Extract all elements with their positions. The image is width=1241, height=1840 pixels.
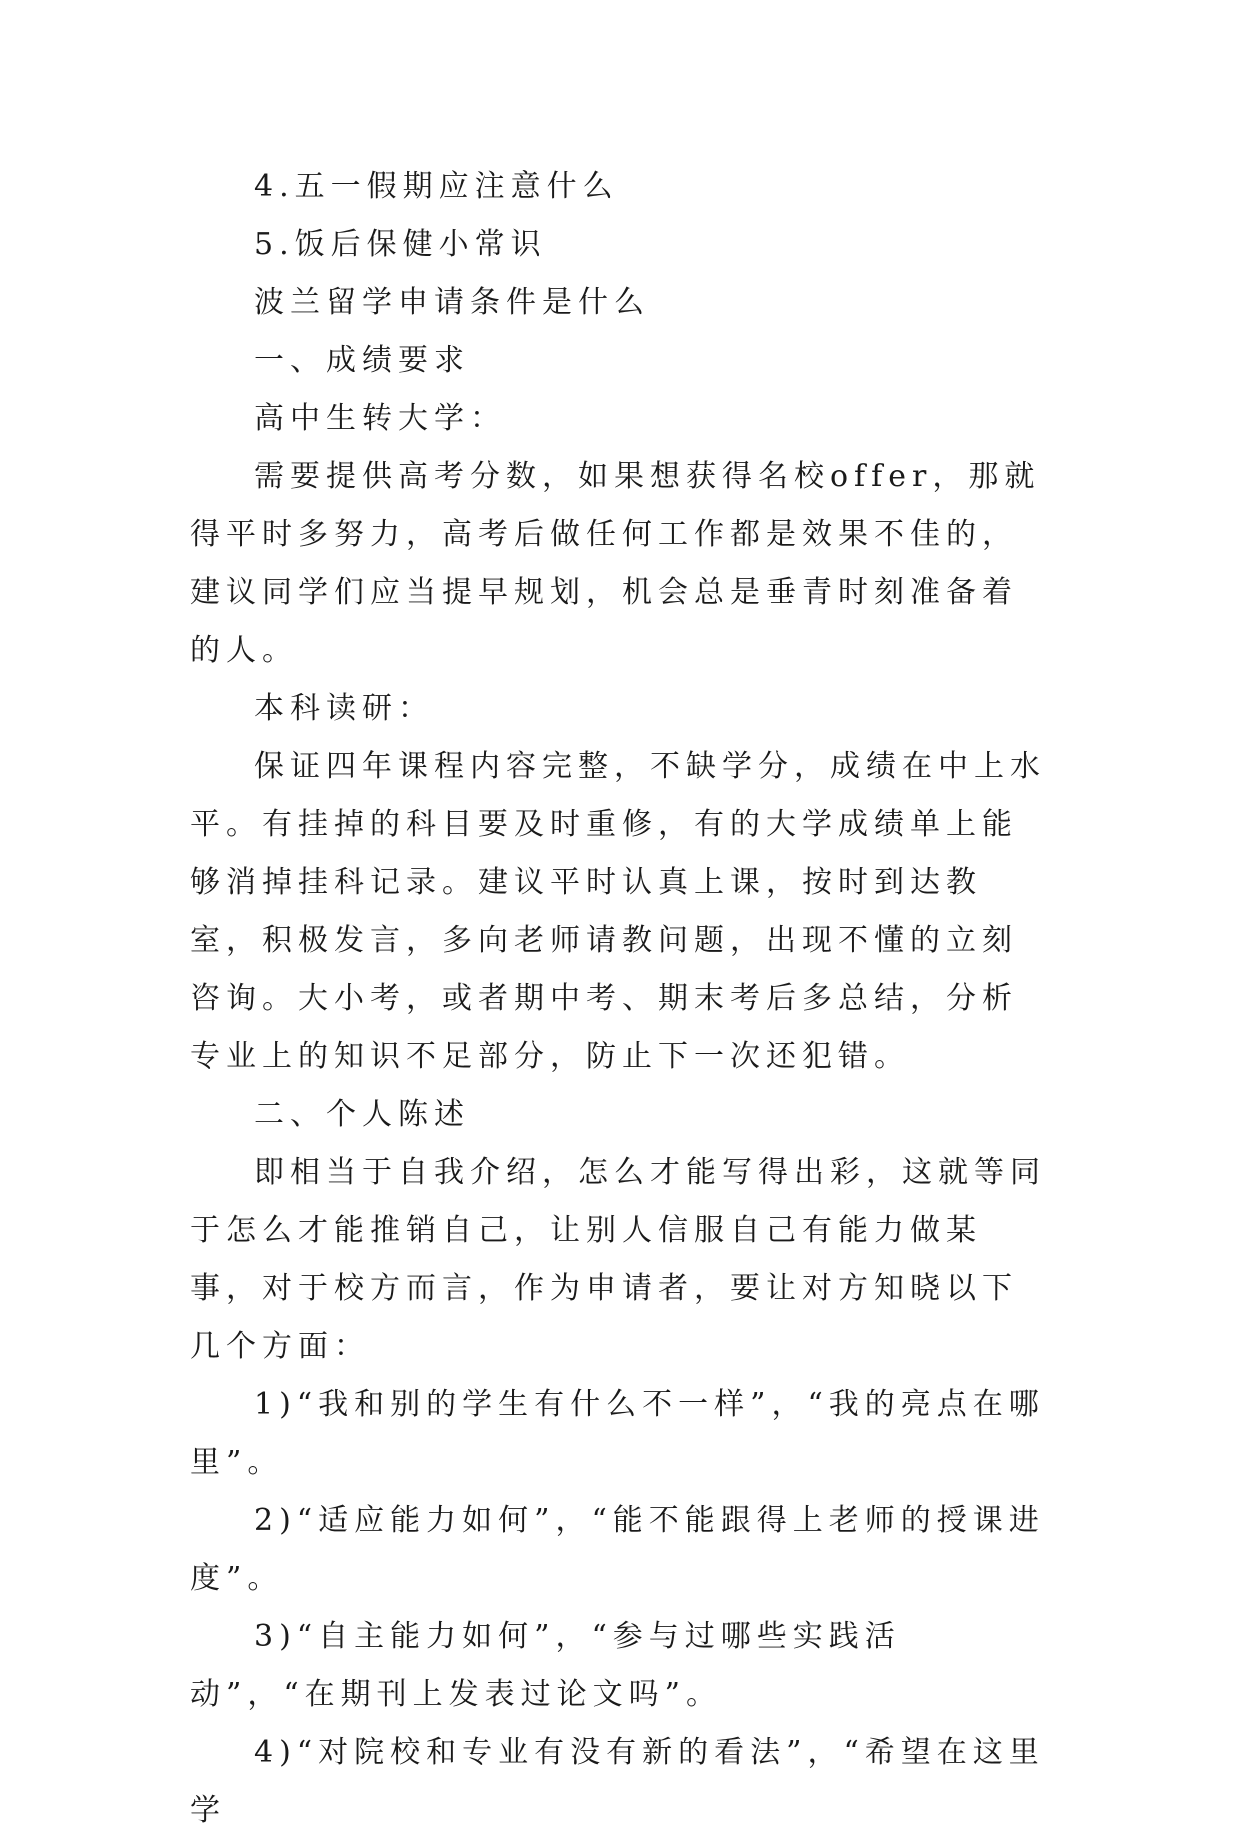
- paragraph-statement: 即相当于自我介绍，怎么才能写得出彩，这就等同于怎么才能推销自己，让别人信服自己有能力做某事，对于校方而言，作为申请者，要让对方知晓以下几个方面：: [190, 1155, 1046, 1364]
- subheading-high-school: 高中生转大学：: [254, 401, 506, 436]
- section-heading-grades: 一、成绩要求: [254, 343, 470, 378]
- statement-point-4: 4)“对院校和专业有没有新的看法”，“希望在这里学: [190, 1735, 1045, 1828]
- statement-point-3: 3)“自主能力如何”，“参与过哪些实践活动”，“在期刊上发表过论文吗”。: [190, 1619, 901, 1712]
- paragraph-undergrad: 保证四年课程内容完整，不缺学分，成绩在中上水平。有挂掉的科目要及时重修，有的大学成绩单上能够消掉挂科记录。建议平时认真上课，按时到达教室，积极发言，多向老师请教问题，出现不懂的立刻咨询。大小考，或者期中考、期末考后多总结，分析专业上的知识不足部分，防止下一次还犯错。: [190, 749, 1046, 1074]
- list-item-4: 4.五一假期应注意什么: [254, 169, 619, 204]
- paragraph-high-school: 需要提供高考分数，如果想获得名校offer，那就得平时多努力，高考后做任何工作都是效果不佳的，建议同学们应当提早规划，机会总是垂青时刻准备着的人。: [190, 459, 1041, 668]
- subheading-undergrad: 本科读研：: [254, 691, 434, 726]
- statement-point-2: 2)“适应能力如何”，“能不能跟得上老师的授课进度”。: [190, 1503, 1045, 1596]
- document-title: 波兰留学申请条件是什么: [254, 285, 650, 320]
- list-item-5: 5.饭后保健小常识: [254, 227, 547, 262]
- section-heading-statement: 二、个人陈述: [254, 1097, 470, 1132]
- document-body: [190, 158, 1050, 1840]
- statement-point-1: 1)“我和别的学生有什么不一样”，“我的亮点在哪里”。: [190, 1387, 1045, 1480]
